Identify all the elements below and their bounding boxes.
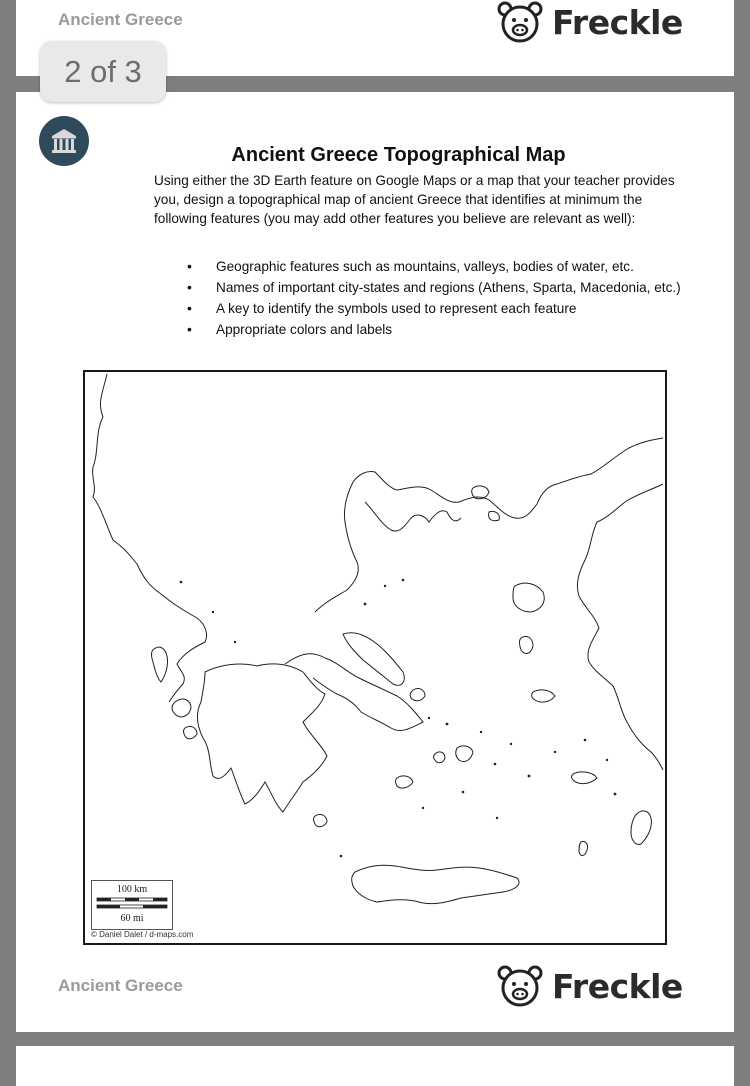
naxos-coastline bbox=[456, 746, 473, 762]
page-footer-label: Ancient Greece bbox=[58, 976, 183, 995]
greece-outline-map bbox=[85, 372, 665, 943]
previous-page-brand bbox=[496, 0, 683, 44]
crete-coastline bbox=[352, 865, 519, 903]
western-coastline bbox=[93, 374, 207, 702]
page-footer-brand bbox=[496, 964, 683, 1008]
list-item: • Names of important city-states and regions (Athens, Sparta, Macedonia, etc.) bbox=[184, 277, 704, 298]
lesbos-coastline bbox=[513, 583, 544, 612]
scale-km-label: 100 km bbox=[116, 884, 148, 895]
corfu-coastline bbox=[152, 647, 168, 682]
chalkidiki-coastline bbox=[365, 502, 461, 531]
kythera-coastline bbox=[314, 814, 328, 826]
page-counter-badge[interactable]: 2 of 3 bbox=[40, 41, 166, 102]
map-scale bbox=[91, 880, 173, 930]
zakynthos-coastline bbox=[184, 726, 198, 738]
pig-logo-icon bbox=[496, 964, 544, 1008]
brand-name: Freckle bbox=[552, 966, 683, 1006]
list-item: • A key to identify the symbols used to represent each feature bbox=[184, 298, 704, 319]
previous-page-footer-label: Ancient Greece bbox=[58, 10, 183, 29]
worksheet-title: Ancient Greece Topographical Map bbox=[231, 144, 566, 166]
samothrace-coastline bbox=[489, 511, 500, 520]
requirements-list bbox=[184, 256, 704, 340]
scale-mi-label: 60 mi bbox=[120, 913, 144, 924]
next-page bbox=[16, 1046, 734, 1086]
anatolian-coastline bbox=[577, 484, 663, 770]
euboea-coastline bbox=[343, 633, 404, 686]
list-item: • Geographic features such as mountains, valleys, bodies of water, etc. bbox=[184, 256, 704, 277]
pig-logo-icon bbox=[496, 0, 544, 44]
peloponnese-coastline bbox=[197, 664, 327, 812]
chios-coastline bbox=[520, 636, 534, 653]
andros-coastline bbox=[410, 688, 425, 700]
paros-coastline bbox=[434, 752, 446, 763]
worksheet-page bbox=[16, 92, 734, 1032]
brand-name: Freckle bbox=[552, 2, 683, 42]
worksheet-instructions: Using either the 3D Earth feature on Google Maps or a map that your teacher provides you, design a topographical map of ancient Greece that identifies at minimum the following features (you may add other features you believe are relevant as well): bbox=[154, 173, 675, 226]
karpathos-coastline bbox=[579, 841, 588, 855]
milos-coastline bbox=[396, 776, 414, 788]
rhodes-coastline bbox=[631, 811, 651, 844]
list-item: • Appropriate colors and labels bbox=[184, 319, 704, 340]
kefalonia-coastline bbox=[172, 699, 191, 717]
kos-coastline bbox=[572, 772, 598, 784]
map-credit: © Daniel Dalet / d-maps.com bbox=[91, 930, 194, 939]
outline-map bbox=[83, 370, 667, 945]
samos-coastline bbox=[532, 690, 555, 702]
scale-bar bbox=[92, 897, 172, 911]
northern-aegean-coastline bbox=[315, 438, 663, 612]
